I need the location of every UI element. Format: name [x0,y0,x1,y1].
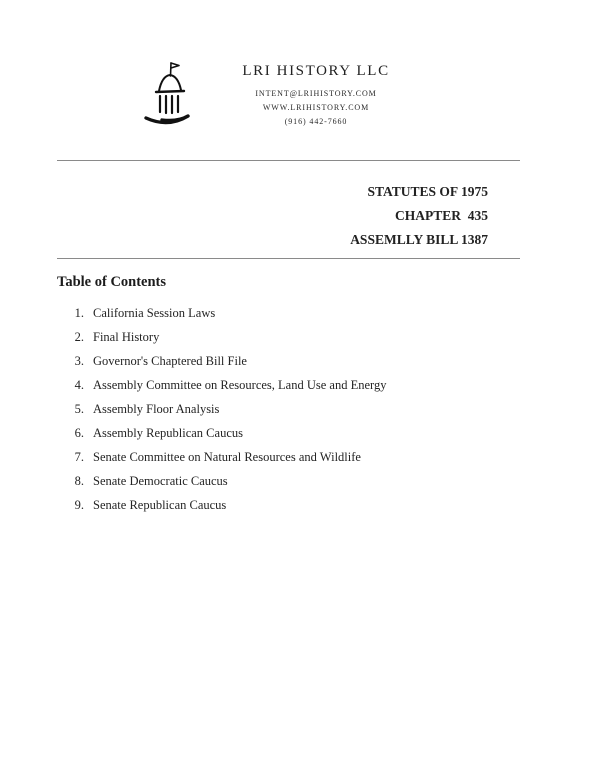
toc-item-number: 1. [74,306,84,320]
toc-item [68,474,540,498]
toc-item-number: 8. [74,474,84,488]
toc-item-label: Senate Democratic Caucus [93,474,228,488]
toc-title: Table of Contents [57,274,167,290]
case-info-block [350,180,488,252]
toc-item [68,378,540,402]
toc-item-number: 2. [74,330,84,344]
toc-item [68,330,540,354]
divider-top [57,160,520,161]
toc-item-label: Senate Republican Caucus [93,498,227,512]
toc-item-label: Assembly Committee on Resources, Land Use and Energy [93,378,387,392]
bill-line: ASSEMLLY BILL 1387 [350,232,488,247]
toc-item-label: Senate Committee on Natural Resources and Wildlife [93,450,361,464]
toc-item [68,354,540,378]
toc-item-label: Governor's Chaptered Bill File [93,354,247,368]
company-phone: (916) 442-7660 [284,117,348,126]
letterhead [138,58,406,134]
divider-bottom [57,258,520,259]
capitol-sketch-icon [138,58,200,134]
toc-list [68,306,540,522]
toc-item-number: 5. [74,402,84,416]
company-email: INTENT@LRIHISTORY.COM [255,89,377,98]
toc-item-label: Assembly Floor Analysis [93,402,220,416]
toc-item-label: Assembly Republican Caucus [93,426,243,440]
company-website: WWW.LRIHISTORY.COM [262,103,370,112]
toc-item [68,402,540,426]
toc-item-number: 9. [74,498,84,512]
toc-item-number: 4. [74,378,84,392]
toc-item [68,450,540,474]
toc-item [68,306,540,330]
toc-item-label: California Session Laws [93,306,216,320]
toc-item-number: 3. [74,354,84,368]
toc-item [68,498,540,522]
toc-item-label: Final History [93,330,160,344]
company-block [226,63,406,129]
toc-item-number: 7. [74,450,84,464]
statutes-line: STATUTES OF 1975 [367,184,488,199]
toc-item [68,426,540,450]
toc-item-number: 6. [74,426,84,440]
company-name: LRI HISTORY LLC [242,63,390,79]
chapter-line: CHAPTER 435 [394,208,488,223]
